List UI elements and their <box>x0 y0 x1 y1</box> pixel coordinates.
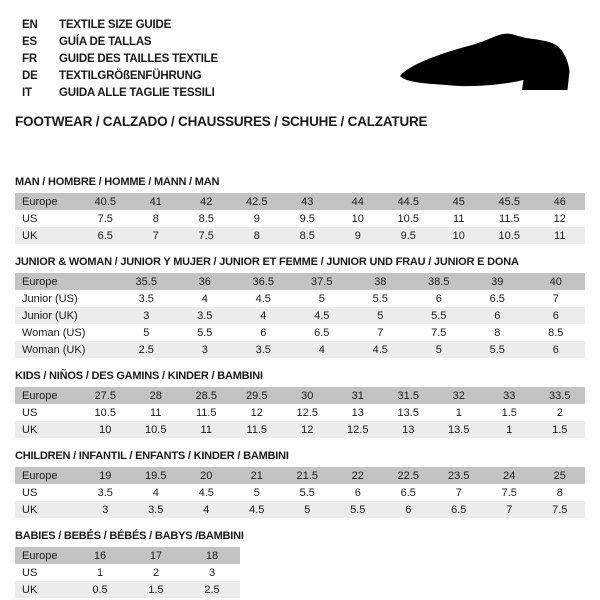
size-cell: 3.5 <box>138 292 154 305</box>
table-row <box>15 547 240 564</box>
category-title: FOOTWEAR / CALZADO / CHAUSSURES / SCHUHE / CALZATURE <box>15 114 428 129</box>
size-cell: 5.5 <box>372 292 388 305</box>
size-cell: 11.5 <box>246 423 268 436</box>
size-cell: 13.5 <box>397 406 419 419</box>
table-row <box>15 324 585 341</box>
size-cell: 11 <box>200 423 212 436</box>
size-cell: 11.5 <box>498 212 520 225</box>
size-cell: 19 <box>99 469 112 482</box>
size-cell: 27.5 <box>94 389 116 402</box>
size-table <box>15 193 585 244</box>
size-table-section <box>15 530 585 598</box>
size-cell: 13 <box>402 423 415 436</box>
size-cell: 4 <box>152 486 159 499</box>
size-cell: 7.5 <box>198 229 214 242</box>
size-cell: 2.5 <box>204 583 220 596</box>
language-label: TEXTILGRÖßENFÜHRUNG <box>59 70 202 82</box>
row-label: US <box>22 406 38 419</box>
language-code: IT <box>22 87 32 99</box>
size-cell: 37.5 <box>311 275 333 288</box>
size-cell: 10 <box>452 229 465 242</box>
size-cell: 29.5 <box>246 389 268 402</box>
size-cell: 40.5 <box>94 195 116 208</box>
language-label: GUIDA ALLE TAGLIE TESSILI <box>59 87 215 99</box>
size-cell: 21 <box>250 469 263 482</box>
size-cell: 6.5 <box>314 326 330 339</box>
size-cell: 36 <box>198 275 211 288</box>
row-label: UK <box>22 583 38 596</box>
shoe-icon <box>394 13 578 105</box>
size-cell: 23.5 <box>448 469 470 482</box>
size-cell: 11.5 <box>195 406 217 419</box>
row-label: Woman (UK) <box>22 343 86 356</box>
size-cell: 9 <box>253 212 260 225</box>
size-cell: 4 <box>260 309 267 322</box>
row-label: UK <box>22 503 38 516</box>
row-label: Junior (US) <box>22 292 78 305</box>
size-cell: 7.5 <box>431 326 447 339</box>
size-cell: 32 <box>452 389 465 402</box>
size-cell: 3 <box>102 503 109 516</box>
size-cell: 5 <box>304 503 311 516</box>
size-cell: 13 <box>351 406 364 419</box>
table-row <box>15 404 585 421</box>
size-cell: 41 <box>149 195 162 208</box>
size-cell: 33.5 <box>549 389 571 402</box>
size-cell: 22.5 <box>397 469 419 482</box>
size-table-section <box>15 450 585 518</box>
size-cell: 1 <box>506 423 513 436</box>
size-cell: 7 <box>455 486 462 499</box>
size-cell: 16 <box>93 549 107 562</box>
table-row <box>15 467 585 484</box>
language-code: DE <box>22 70 38 82</box>
row-label: Woman (US) <box>22 326 86 339</box>
size-table-title: CHILDREN / INFANTIL / ENFANTS / KINDER / BAMBINI <box>15 450 289 462</box>
size-cell: 0.5 <box>92 583 108 596</box>
language-label: TEXTILE SIZE GUIDE <box>59 19 172 31</box>
size-cell: 4 <box>201 292 208 305</box>
language-label: GUIDE DES TAILLES TEXTILE <box>59 53 218 65</box>
size-cell: 5 <box>377 309 384 322</box>
row-label: Europe <box>22 469 58 482</box>
size-cell: 31.5 <box>397 389 419 402</box>
size-cell: 2 <box>556 406 563 419</box>
row-label: US <box>22 486 38 499</box>
size-cell: 10.5 <box>145 423 167 436</box>
row-label: Europe <box>22 549 58 562</box>
size-cell: 28 <box>149 389 162 402</box>
size-cell: 44.5 <box>397 195 419 208</box>
size-cell: 6 <box>552 309 559 322</box>
size-cell: 42 <box>200 195 213 208</box>
size-cell: 25 <box>553 469 566 482</box>
size-cell: 7 <box>506 503 513 516</box>
size-cell: 5.5 <box>431 309 447 322</box>
table-row <box>15 501 585 518</box>
size-cell: 22 <box>351 469 364 482</box>
size-cell: 3.5 <box>148 503 164 516</box>
size-cell: 1.5 <box>501 406 517 419</box>
size-cell: 6.5 <box>451 503 467 516</box>
table-row <box>15 341 585 358</box>
size-cell: 10.5 <box>94 406 116 419</box>
size-cell: 31 <box>351 389 364 402</box>
size-cell: 8 <box>253 229 260 242</box>
size-cell: 10 <box>99 423 112 436</box>
table-row <box>15 210 585 227</box>
table-row <box>15 564 240 581</box>
size-cell: 8 <box>556 486 563 499</box>
table-row <box>15 307 585 324</box>
size-table <box>15 467 585 518</box>
size-table-title: JUNIOR & WOMAN / JUNIOR Y MUJER / JUNIOR ET FEMME / JUNIOR UND FRAU / JUNIOR E DONA <box>15 256 519 268</box>
table-row <box>15 193 585 210</box>
table-row <box>15 273 585 290</box>
size-cell: 5 <box>318 292 325 305</box>
size-cell: 6.5 <box>489 292 505 305</box>
size-cell: 8 <box>152 212 159 225</box>
size-cell: 38 <box>374 275 387 288</box>
size-cell: 4.5 <box>255 292 271 305</box>
size-cell: 21.5 <box>296 469 318 482</box>
size-cell: 6.5 <box>400 486 416 499</box>
size-cell: 5 <box>253 486 260 499</box>
table-row <box>15 290 585 307</box>
row-label: Europe <box>22 389 58 402</box>
size-cell: 4 <box>318 343 325 356</box>
size-cell: 4.5 <box>314 309 330 322</box>
size-cell: 2 <box>152 566 160 579</box>
size-cell: 3.5 <box>97 486 113 499</box>
size-cell: 5 <box>435 343 442 356</box>
language-code: FR <box>22 53 37 65</box>
size-cell: 5.5 <box>299 486 315 499</box>
size-cell: 9.5 <box>400 229 416 242</box>
size-cell: 42.5 <box>246 195 268 208</box>
size-cell: 7.5 <box>552 503 568 516</box>
size-cell: 5 <box>143 326 150 339</box>
size-table-section <box>15 176 585 244</box>
size-cell: 24 <box>503 469 516 482</box>
size-cell: 10.5 <box>498 229 520 242</box>
size-cell: 8.5 <box>299 229 315 242</box>
size-table <box>15 273 585 358</box>
size-table-title: BABIES / BEBÉS / BÉBÉS / BABYS /BAMBINI <box>15 530 244 542</box>
size-cell: 2.5 <box>138 343 154 356</box>
row-label: UK <box>22 229 38 242</box>
size-cell: 12 <box>553 212 566 225</box>
row-label: US <box>22 212 38 225</box>
size-cell: 3 <box>143 309 150 322</box>
size-cell: 18 <box>205 549 219 562</box>
size-cell: 6.5 <box>97 229 113 242</box>
size-cell: 30 <box>301 389 314 402</box>
size-cell: 6 <box>260 326 267 339</box>
row-label: Europe <box>22 195 58 208</box>
size-cell: 12 <box>250 406 263 419</box>
size-cell: 6 <box>435 292 442 305</box>
size-cell: 7 <box>377 326 384 339</box>
size-cell: 39 <box>491 275 504 288</box>
table-row <box>15 484 585 501</box>
table-row <box>15 227 585 244</box>
size-cell: 11 <box>554 229 566 242</box>
size-cell: 3 <box>208 566 216 579</box>
table-row <box>15 421 585 438</box>
size-tables <box>15 176 585 598</box>
table-row <box>15 387 585 404</box>
size-cell: 33 <box>503 389 516 402</box>
size-cell: 4.5 <box>249 503 265 516</box>
size-cell: 6 <box>405 503 412 516</box>
size-cell: 5.5 <box>350 503 366 516</box>
size-cell: 1.5 <box>148 583 164 596</box>
size-cell: 3.5 <box>255 343 271 356</box>
size-cell: 20 <box>200 469 213 482</box>
size-cell: 7 <box>552 292 559 305</box>
size-table-title: MAN / HOMBRE / HOMME / MANN / MAN <box>15 176 220 188</box>
size-cell: 4.5 <box>372 343 388 356</box>
row-label: UK <box>22 423 38 436</box>
size-cell: 6 <box>494 309 501 322</box>
size-cell: 5.5 <box>197 326 213 339</box>
size-cell: 12.5 <box>347 423 369 436</box>
language-label: GUÍA DE TALLAS <box>59 36 152 48</box>
size-cell: 4.5 <box>198 486 214 499</box>
size-cell: 19.5 <box>145 469 167 482</box>
size-cell: 1.5 <box>552 423 568 436</box>
size-cell: 46 <box>553 195 566 208</box>
size-table-title: KIDS / NIÑOS / DES GAMINS / KINDER / BAMBINI <box>15 370 263 382</box>
size-cell: 8.5 <box>548 326 564 339</box>
size-cell: 8.5 <box>198 212 214 225</box>
size-cell: 8 <box>494 326 501 339</box>
table-row <box>15 581 240 598</box>
size-cell: 11 <box>453 212 465 225</box>
size-cell: 9 <box>354 229 361 242</box>
size-cell: 36.5 <box>252 275 274 288</box>
row-label: US <box>22 566 38 579</box>
size-table-section <box>15 256 585 358</box>
size-cell: 40 <box>549 275 562 288</box>
size-cell: 13.5 <box>448 423 470 436</box>
size-cell: 3.5 <box>197 309 213 322</box>
size-cell: 12.5 <box>296 406 318 419</box>
size-cell: 3 <box>201 343 208 356</box>
size-table-section <box>15 370 585 438</box>
row-label: Europe <box>22 275 58 288</box>
size-cell: 7.5 <box>501 486 517 499</box>
size-cell: 6 <box>354 486 361 499</box>
size-cell: 17 <box>149 549 163 562</box>
size-cell: 10.5 <box>397 212 419 225</box>
size-cell: 28.5 <box>195 389 217 402</box>
size-cell: 7 <box>152 229 159 242</box>
size-cell: 44 <box>351 195 364 208</box>
size-cell: 7.5 <box>97 212 113 225</box>
size-cell: 1 <box>96 566 104 579</box>
size-cell: 6 <box>552 343 559 356</box>
size-cell: 10 <box>351 212 364 225</box>
size-cell: 35.5 <box>135 275 157 288</box>
size-cell: 1 <box>455 406 462 419</box>
size-cell: 38.5 <box>428 275 450 288</box>
row-label: Junior (UK) <box>22 309 78 322</box>
size-cell: 5.5 <box>489 343 505 356</box>
size-cell: 9.5 <box>299 212 315 225</box>
size-cell: 4 <box>203 503 210 516</box>
size-cell: 43 <box>301 195 314 208</box>
size-cell: 12 <box>301 423 314 436</box>
language-code: EN <box>22 19 38 31</box>
size-cell: 11 <box>150 406 162 419</box>
size-table <box>15 547 240 598</box>
size-cell: 45.5 <box>498 195 520 208</box>
size-cell: 45 <box>452 195 465 208</box>
language-code: ES <box>22 36 37 48</box>
size-table <box>15 387 585 438</box>
